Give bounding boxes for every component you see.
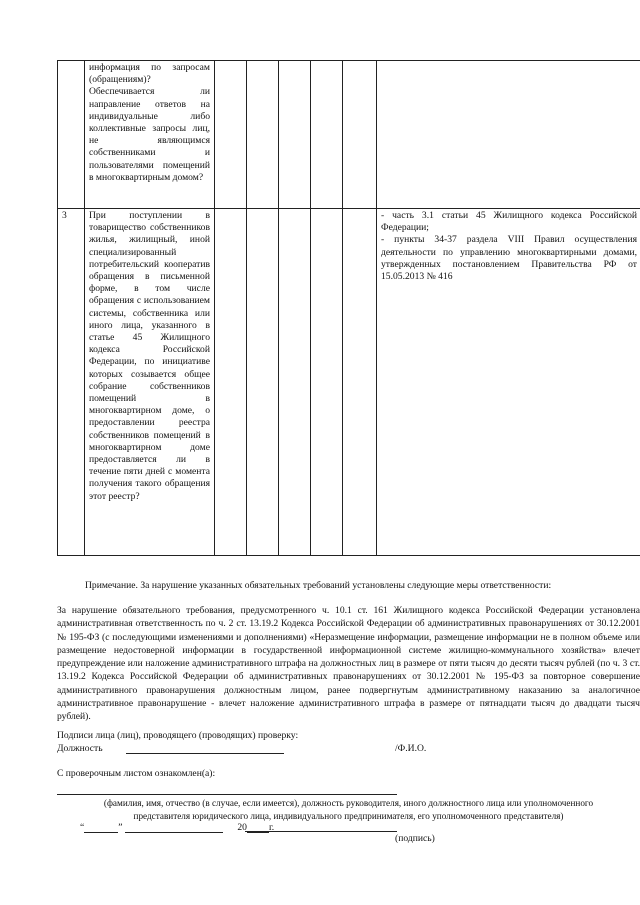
answer-cell-no[interactable] <box>247 61 279 209</box>
question-cell <box>85 61 215 209</box>
question-text: информация по запросам (обращениям)? <box>89 62 210 86</box>
answer-cell-extra[interactable] <box>311 209 343 556</box>
question-text: При поступлении в товарищество собственников жилья, жилищный, иной специализированный потребительский кооператив обращения в письменной форме, в том числе обращения с использованием системы, собственника или иного лица, указанного в статье 45 Жилищного кодекса Российской Федерации, по инициативе которых созывается общее собрание собственников помещений в многоквартирном доме, о предоставлении реестра собственников помещений в многоквартирном доме предоставляется ли в течение пяти дней с момента получения такого обращения этот реестр? <box>89 210 210 502</box>
table-row <box>58 209 640 556</box>
year-suffix: г. <box>268 822 275 833</box>
references-cell <box>377 61 640 209</box>
fio-label: /Ф.И.О. <box>395 743 427 754</box>
row-number: 3 <box>58 209 85 556</box>
year-prefix: 20 <box>237 822 247 833</box>
answer-cell-na[interactable] <box>279 209 311 556</box>
caption-line: представителя юридического лица, индивидуального предпринимателя, его уполномоченного представителя) <box>133 810 564 821</box>
acknowledgement-label: С проверочным листом ознакомлен(а): <box>57 768 216 779</box>
quote-close: ” <box>118 822 123 833</box>
signature-label: (подпись) <box>395 833 435 844</box>
position-label: Должность <box>57 743 103 754</box>
month-blank[interactable] <box>125 822 223 833</box>
answer-cell-no[interactable] <box>247 209 279 556</box>
comment-cell[interactable] <box>343 61 377 209</box>
answer-cell-yes[interactable] <box>215 209 247 556</box>
acknowledgement-caption <box>57 797 640 822</box>
answer-cell-extra[interactable] <box>311 61 343 209</box>
reference-text: - часть 3.1 статьи 45 Жилищного кодекса Российской Федерации; <box>381 210 637 234</box>
day-blank[interactable] <box>84 822 118 833</box>
comment-cell[interactable] <box>343 209 377 556</box>
quote-open: “ <box>80 822 85 833</box>
question-text: Обеспечивается ли направление ответов на индивидуальные либо коллективные запросы лиц, не являющимся собственниками и пользователями помещений в многоквартирным домом? <box>89 86 210 183</box>
row-number <box>58 61 85 209</box>
position-signature-line[interactable] <box>126 753 284 754</box>
table-row <box>58 61 640 209</box>
penalty-paragraph: За нарушение обязательного требования, предусмотренного ч. 10.1 ст. 161 Жилищного кодекса Российской Федерации установлена административная ответственность по ч. 2 ст. 13.19.2 Кодекса Российской Федерации об административных правонарушениях от 30.12.2001 № 195-ФЗ (с последующими изменениями и дополнениями) «Неразмещение информации, размещение информации не в полном объеме или размещение недостоверной информации в государственной информационной системе жилищно-коммунального хозяйства» влечет предупреждение или наложение административного штрафа на должностных лиц в размере от пяти тысяч до десяти тысяч рублей (по ч. 3 ст. 13.19.2 Кодекса Российской Федерации об административных правонарушениях от 30.12.2001 № 195-ФЗ за повторное совершение административного правонарушения должностным лицом, ранее подвергнутым административному наказанию за аналогичное административное правонарушение - влечет наложение административного штрафа в размере от пятнадцати тысяч до двадцати тысяч рублей). <box>57 605 640 723</box>
question-cell <box>85 209 215 556</box>
answer-cell-na[interactable] <box>279 61 311 209</box>
references-cell <box>377 209 640 556</box>
note-text: Примечание. За нарушение указанных обязательных требований установлены следующие меры ответственности: <box>85 580 552 591</box>
caption-line: (фамилия, имя, отчество (в случае, если имеется), должность руководителя, иного должностного лица или уполномоченного <box>103 798 594 808</box>
acknowledgement-name-line[interactable] <box>57 794 397 795</box>
reference-text: - пункты 34-37 раздела VIII Правил осуществления деятельности по управлению многоквартирными домами, утвержденных постановлением Правительства РФ от 15.05.2013 № 416 <box>381 234 637 283</box>
checklist-table <box>57 60 640 556</box>
signers-label: Подписи лица (лиц), проводящего (проводящих) проверку: <box>57 730 299 741</box>
answer-cell-yes[interactable] <box>215 61 247 209</box>
signature-line[interactable] <box>245 831 397 832</box>
